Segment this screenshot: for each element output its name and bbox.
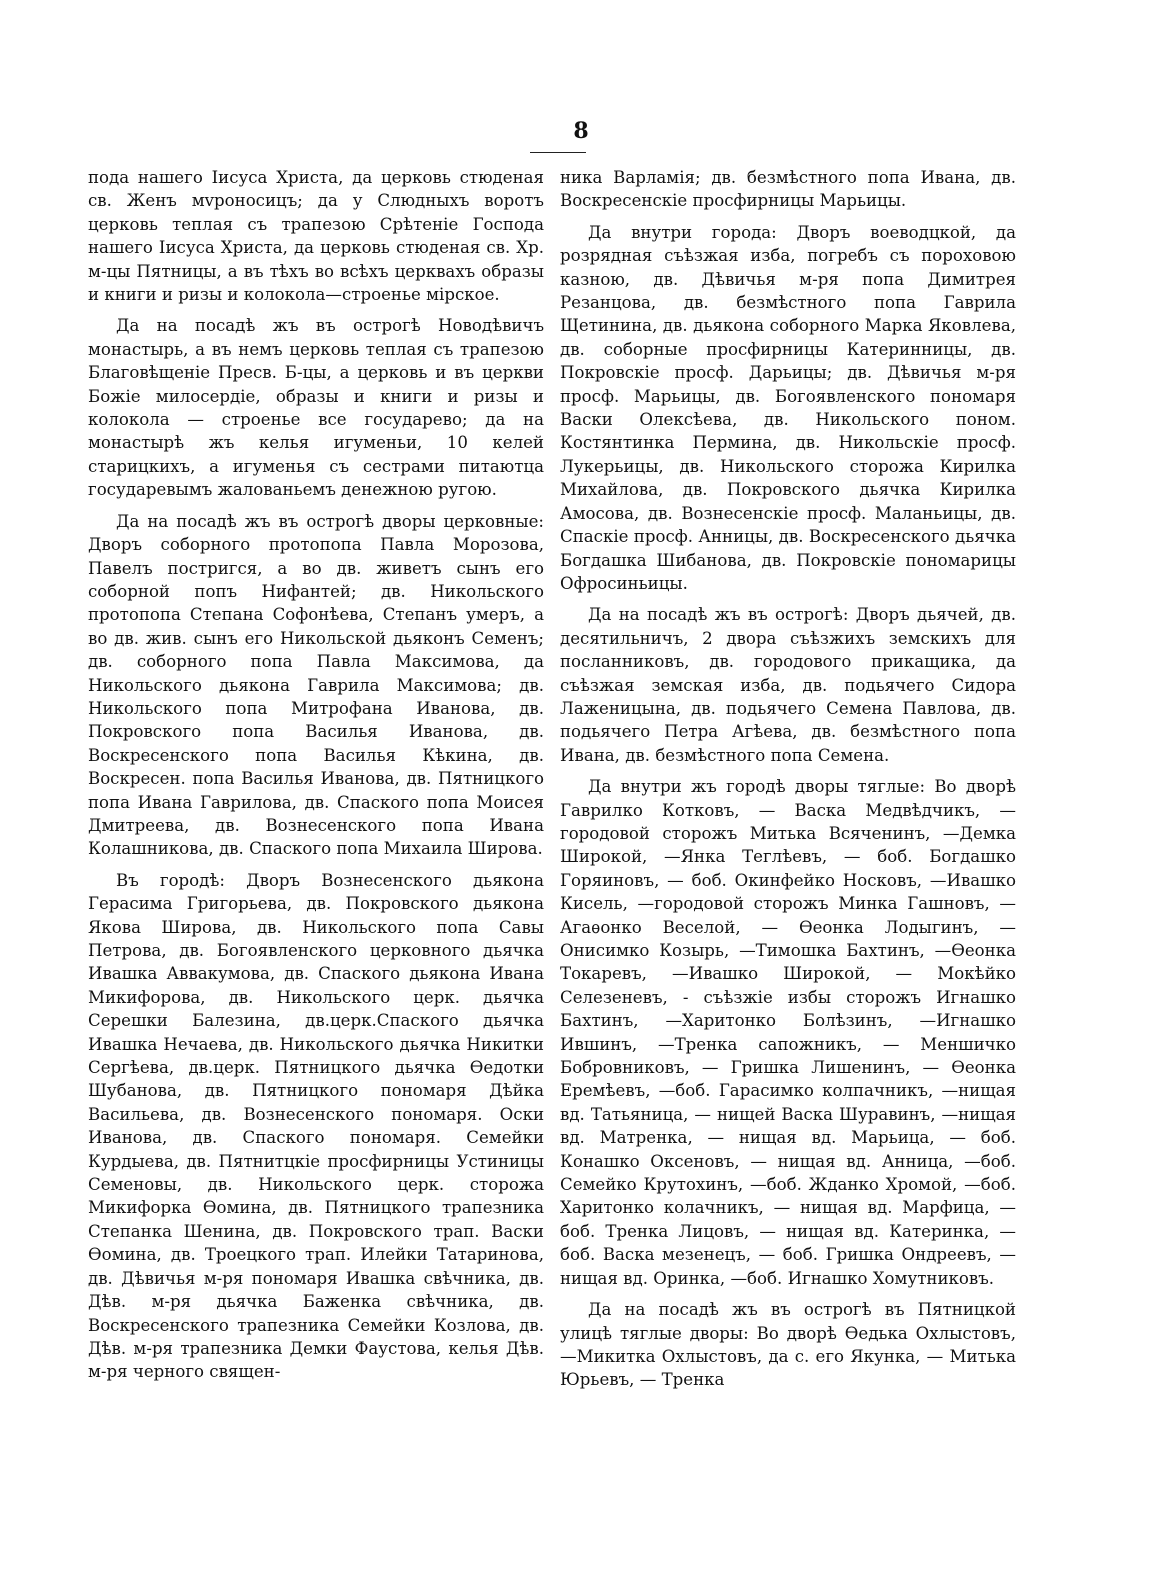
paragraph-churches-continued: пода нашего Іисуса Христа, да церковь стюденая св. Женъ мvроносицъ; да у Слюдныхъ воротъ церковь теплая съ трапезою Срѣтеніе Господа нашего Іисуса Христа, да церковь стюденая св. Хр. м-цы Пятницы, а въ тѣхъ во всѣхъ церквахъ образы и книги и ризы и колокола—строенье мірское. bbox=[88, 168, 544, 305]
left-column bbox=[88, 166, 544, 1392]
paragraph-posad-ostrog: Да на посадѣ жъ въ острогѣ: Дворъ дьячей, дв. десятильничъ, 2 двора съѣзжихъ земскихъ для посланниковъ, дв. городового прикащика, да съѣзжая земская изба, дв. подьячего Сидора Лаженицына, дв. подьячего Семена Павлова, дв. подьячего Петра Агѣева, дв. безмѣстного попа Ивана, дв. безмѣстного попа Семена. bbox=[560, 605, 1016, 765]
paragraph-in-town: Въ городѣ: Дворъ Вознесенского дьякона Герасима Григорьева, дв. Покровского дьякона Якова Широва, дв. Никольского попа Савы Петрова, дв. Богоявленского церковного дьячка Ивашка Аввакумова, дв. Спаского дьякона Ивана Микифорова, дв. Никольского церк. дьячка Серешки Балезина, дв.церк.Спаского дьячка Ивашка Нечаева, дв. Никольского дьячка Никитки Сергѣева, дв.церк. Пятницкого дьячка Ѳедотки Шубанова, дв. Пятницкого пономаря Дѣйка Васильева, дв. Вознесенского пономаря. Оски Иванова, дв. Спаского пономаря. Семейки Курдыева, дв. Пятнитцкіе просфирницы Устиницы Семеновы, дв. Никольского церк. сторожа Микифорка Ѳомина, дв. Пятницкого трапезника Степанка Шенина, дв. Покровского трап. Васки Ѳомина, дв. Троецкого трап. Илейки Татаринова, дв. Дѣвичья м-ря пономаря Ивашка свѣчника, дв. Дѣв. м-ря дьячка Баженка свѣчника, дв. Воскресенского трапезника Семейки Козлова, дв. Дѣв. м-ря трапезника Демки Фаустова, келья Дѣв. м-ря черного священ- bbox=[88, 870, 544, 1382]
page-number: 8 bbox=[573, 118, 590, 144]
paragraph-taxable-households: Да внутри жъ городѣ дворы тяглые: Во дворѣ Гаврилко Котковъ, — Васка Медвѣдчикъ, — городовой сторожъ Митька Всяченинъ, —Демка Широкой, —Янка Теглѣевъ, — боб. Богдашко Горяиновъ, — боб. Окинфейко Носковъ, —Ивашко Кисель, —городовой сторожъ Минка Гашновъ, —Агаѳонко Веселой, — Ѳеонка Лодыгинъ, —Онисимко Козырь, —Тимошка Бахтинъ, —Ѳеонка Токаревъ, —Ивашко Широкой, — Мокѣйко Селезеневъ, - съѣзжіе избы сторожъ Игнашко Бахтинъ, —Харитонко Болѣзинъ, —Игнашко Ившинъ, —Тренка сапожникъ, — Меншичко Бобровниковъ, — Гришка Лишенинъ, — Ѳеонка Еремѣевъ, —боб. Гарасимко колпачникъ, —нищая вд. Татьяница, — нищей Васка Шуравинъ, —нищая вд. Матренка, — нищая вд. Марьица, — боб. Конашко Оксеновъ, — нищая вд. Анница, —боб. Семейко Крутохинъ, —боб. Жданко Хромой, —боб. Харитонко колачникъ, — нищая вд. Марфица, — боб. Тренка Лицовъ, — нищая вд. Катеринка, —боб. Васка мезенецъ, — боб. Гришка Ондреевъ, — нищая вд. Оринка, —боб. Игнашко Хомутниковъ. bbox=[560, 777, 1016, 1288]
header-rule bbox=[530, 152, 586, 153]
paragraph-pyatnitskaya-street: Да на посадѣ жъ въ острогѣ въ Пятницкой улицѣ тяглые дворы: Во дворѣ Ѳедька Охлыстовъ, —Микитка Охлыстовъ, да с. его Якунка, — Митька Юрьевъ, — Тренка bbox=[560, 1300, 1016, 1390]
paragraph-in-town-continued: ника Варламія; дв. безмѣстного попа Ивана, дв. Воскресенскіе просфирницы Марьицы. bbox=[560, 168, 1016, 211]
paragraph-novodevichy-monastery: Да на посадѣ жъ въ острогѣ Новодѣвичъ монастырь, а въ немъ церковь теплая съ трапезою Благовѣщеніе Пресв. Б-цы, а церковь и въ церкви Божіе милосердіе, образы и книги и ризы и колокола — строенье все государево; да на монастырѣ жъ келья игуменьи, 10 келей старицкихъ, а игуменья съ сестрами питаютца государевымъ жалованьемъ денежною ругою. bbox=[88, 316, 544, 500]
right-column bbox=[560, 166, 1016, 1400]
paragraph-church-households: Да на посадѣ жъ въ острогѣ дворы церковные: Дворъ соборного протопопа Павла Морозова, Павелъ постригся, а во дв. живетъ сынъ его соборной попъ Нифантей; дв. Никольского протопопа Степана Софонѣева, Степанъ умеръ, а во дв. жив. сынъ его Никольской дьяконъ Семенъ; дв. соборного попа Павла Максимова, да Никольского дьякона Гаврила Максимова; дв. Никольского попа Митрофана Иванова, дв. Покровского попа Василья Иванова, дв. Воскресенского попа Василья Кѣкина, дв. Воскресен. попа Василья Иванова, дв. Пятницкого попа Ивана Гаврилова, дв. Спаского попа Моисея Дмитреева, дв. Вознесенского попа Ивана Колашникова, дв. Спаского попа Михаила Широва. bbox=[88, 511, 544, 859]
paragraph-inside-town: Да внутри города: Дворъ воеводцкой, да розрядная съѣзжая изба, погребъ съ пороховою казною, дв. Дѣвичья м-ря попа Димитрея Резанцова, дв. безмѣстного попа Гаврила Щетинина, дв. дьякона соборного Марка Яковлева, дв. соборные просфирницы Катеринницы, дв. Покровскіе просф. Дарьицы; дв. Дѣвичья м-ря просф. Марьицы, дв. Богоявленского пономаря Васки Олексѣева, дв. Никольского поном. Костянтинка Пермина, дв. Никольскіе просф. Лукерьицы, дв. Никольского сторожа Кирилка Михайлова, дв. Покровского дьячка Кирилка Амосова, дв. Вознесенскіе просф. Маланьицы, дв. Спаскіе просф. Анницы, дв. Воскресенского дьячка Богдашка Шибанова, дв. Покровскіе пономарицы Офросиньицы. bbox=[560, 222, 1016, 593]
